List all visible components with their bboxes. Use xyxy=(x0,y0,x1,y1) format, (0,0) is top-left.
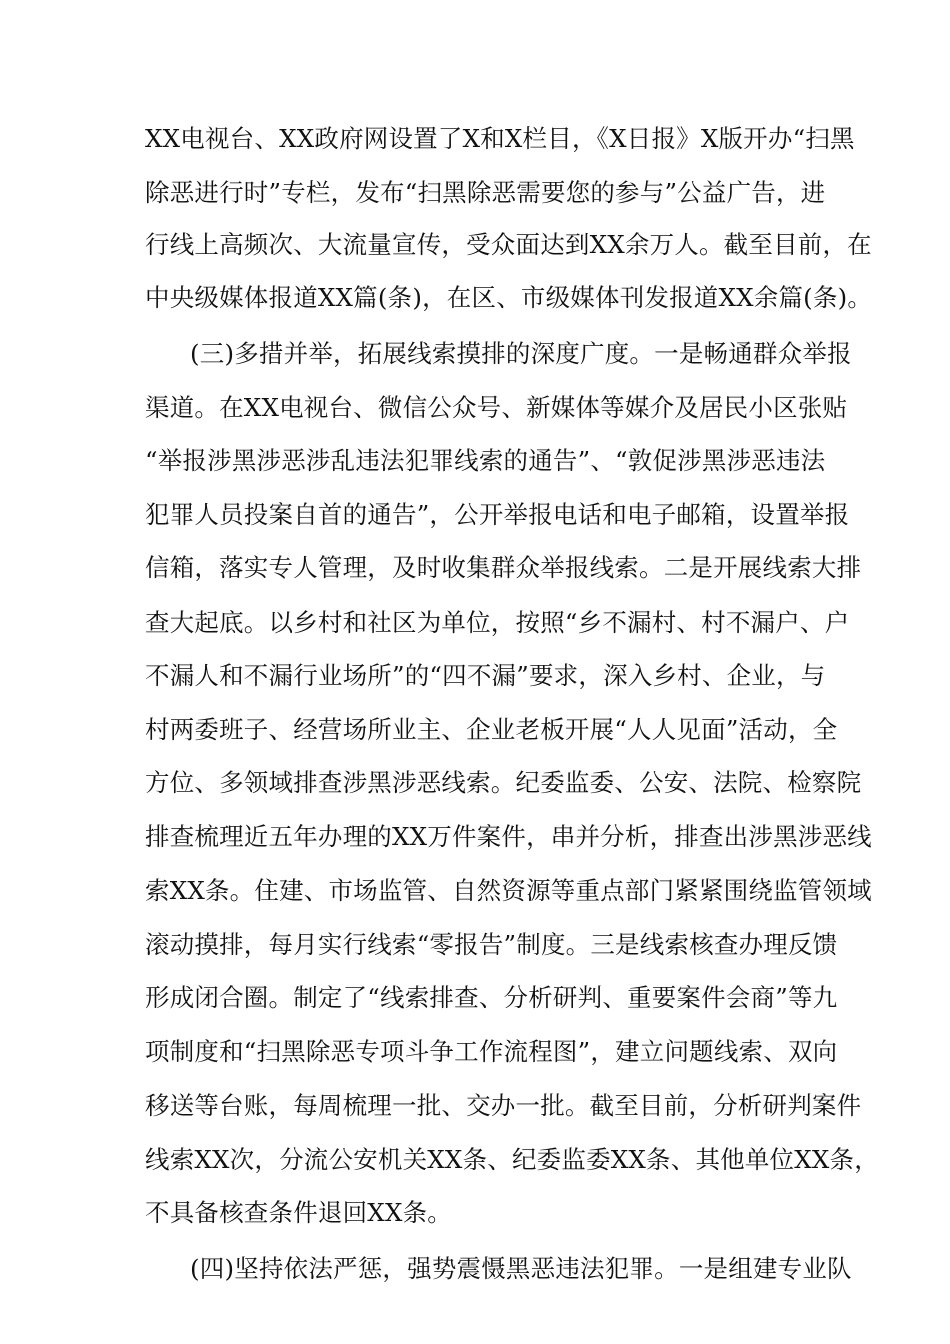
text-line: 信箱，落实专人管理，及时收集群众举报线索。二是开展线索大排 xyxy=(145,553,862,582)
text-line: 滚动摸排，每月实行线索“零报告”制度。三是线索核查办理反馈 xyxy=(145,930,838,959)
text-line: 移送等台账，每周梳理一批、交办一批。截至目前，分析研判案件 xyxy=(145,1091,862,1120)
text-line: “举报涉黑涉恶涉乱违法犯罪线索的通告”、“敦促涉黑涉恶违法 xyxy=(145,446,826,475)
text-line: 形成闭合圈。制定了“线索排查、分析研判、重要案件会商”等九 xyxy=(145,983,838,1012)
text-line: 渠道。在XX电视台、微信公众号、新媒体等媒介及居民小区张贴 xyxy=(145,393,848,422)
text-line: 除恶进行时”专栏，发布“扫黑除恶需要您的参与”公益广告，进 xyxy=(145,178,826,207)
text-line: XX电视台、XX政府网设置了X和X栏目，《X日报》X版开办“扫黑 xyxy=(145,124,855,153)
paragraph-3-first-line: (三)多措并举，拓展线索摸排的深度广度。一是畅通群众举报 xyxy=(190,339,852,368)
text-line: 村两委班子、经营场所业主、企业老板开展“人人见面”活动，全 xyxy=(145,715,838,744)
text-line: 线索XX次，分流公安机关XX条、纪委监委XX条、其他单位XX条， xyxy=(145,1145,879,1174)
text-line: 不漏人和不漏行业场所”的“四不漏”要求，深入乡村、企业，与 xyxy=(145,661,826,690)
text-line: 查大起底。以乡村和社区为单位，按照“乡不漏村、村不漏户、户 xyxy=(145,608,850,637)
text-line: 方位、多领域排查涉黑涉恶线索。纪委监委、公安、法院、检察院 xyxy=(145,768,862,797)
paragraph-4-first-line: (四)坚持依法严惩，强势震慑黑恶违法犯罪。一是组建专业队 xyxy=(190,1254,852,1283)
text-line: 项制度和“扫黑除恶专项斗争工作流程图”，建立问题线索、双向 xyxy=(145,1037,838,1066)
text-line: 中央级媒体报道XX篇(条)，在区、市级媒体刊发报道XX余篇(条)。 xyxy=(145,283,873,312)
text-line: 索XX条。住建、市场监管、自然资源等重点部门紧紧围绕监管领域 xyxy=(145,876,872,905)
text-line: 排查梳理近五年办理的XX万件案件，串并分析，排查出涉黑涉恶线 xyxy=(145,822,872,851)
text-line: 不具备核查条件退回XX条。 xyxy=(145,1198,452,1227)
text-line: 行线上高频次、大流量宣传，受众面达到XX余万人。截至目前，在 xyxy=(145,230,872,259)
text-line: 犯罪人员投案自首的通告”，公开举报电话和电子邮箱，设置举报 xyxy=(145,500,850,529)
